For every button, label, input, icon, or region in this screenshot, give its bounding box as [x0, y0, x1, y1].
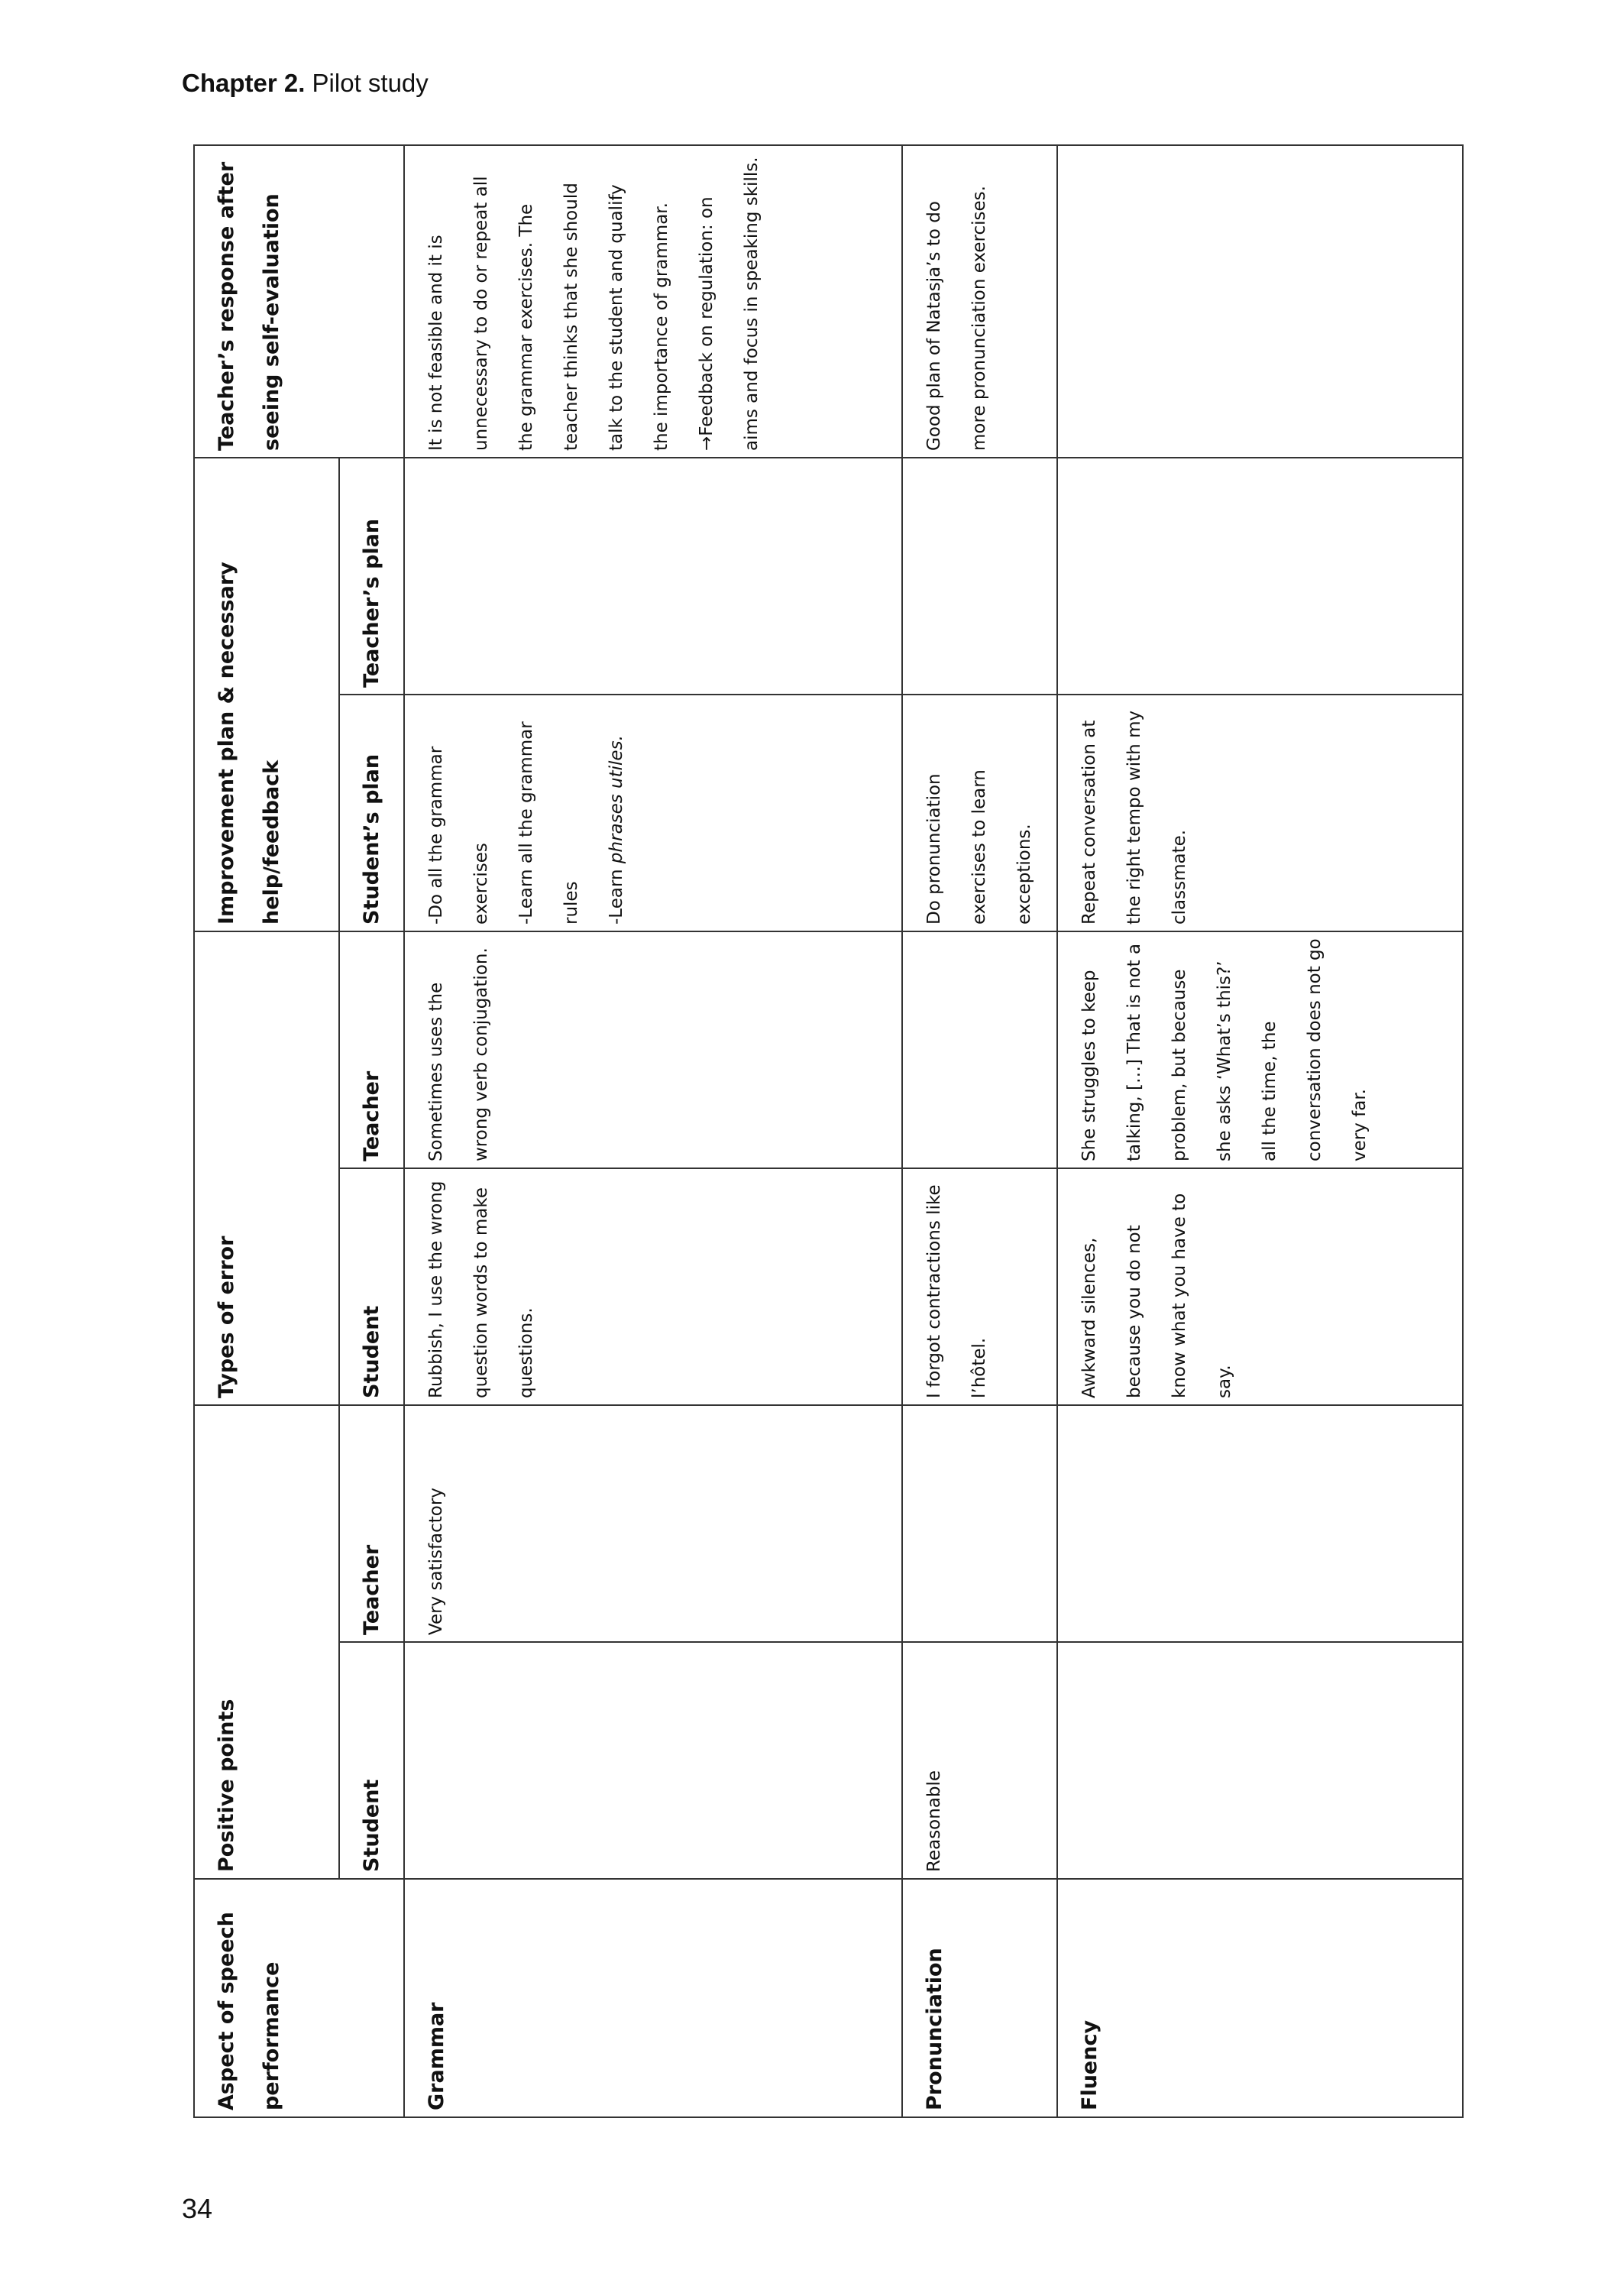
grammar-student-plan — [404, 695, 902, 931]
fluency-error-student: Awkward silences, because you do not know what you have to say. — [1057, 1168, 1463, 1405]
header-types-of-error: Types of error — [194, 931, 339, 1405]
pronunciation-error-teacher — [902, 931, 1057, 1168]
pronunciation-positive-student: Reasonable — [902, 1642, 1057, 1879]
chapter-header — [182, 69, 429, 98]
row-aspect-fluency: Fluency — [1057, 1879, 1463, 2117]
grammar-teacher-plan — [404, 458, 902, 695]
grammar-plan-line-3-text: -Learn — [607, 863, 626, 925]
header-aspect: Aspect of speech performance — [194, 1879, 404, 2117]
grammar-teacher-response — [404, 145, 902, 458]
grammar-plan-line-2: -Learn all the grammar rules — [516, 721, 581, 925]
table-row-fluency — [1057, 145, 1463, 2117]
subheader-student-plan: Student’s plan — [339, 695, 404, 931]
grammar-plan-line-1: -Do all the grammar exercises — [426, 746, 491, 925]
subheader-positive-teacher: Teacher — [339, 1405, 404, 1642]
fluency-positive-student — [1057, 1642, 1463, 1879]
fluency-student-plan: Repeat conversation at the right tempo with my classmate. — [1057, 695, 1463, 931]
grammar-positive-teacher: Very satisfactory — [404, 1405, 902, 1642]
table-row-grammar — [404, 145, 902, 2117]
header-positive-points: Positive points — [194, 1405, 339, 1879]
grammar-plan-line-3 — [594, 701, 639, 925]
fluency-teacher-response — [1057, 145, 1463, 458]
pronunciation-student-plan: Do pronunciation exercises to learn exceptions. — [902, 695, 1057, 931]
row-aspect-grammar: Grammar — [404, 1879, 902, 2117]
subheader-error-student: Student — [339, 1168, 404, 1405]
grammar-response-text: It is not feasible and it is unnecessary to do or repeat all the grammar exercises. The teacher thinks that she should talk to the student and qualify the importance of grammar. — [426, 176, 671, 451]
fluency-error-teacher: She struggles to keep talking, […] That is not a problem, but because she asks ‘What’s this?’ all the time, the conversation does not go very far. — [1057, 931, 1463, 1168]
page-number: 34 — [182, 2193, 213, 2224]
grammar-error-teacher: Sometimes uses the wrong verb conjugation. — [404, 931, 902, 1168]
pronunciation-teacher-response: Good plan of Natasja’s to do more pronunciation exercises. — [902, 145, 1057, 458]
pronunciation-error-student: I forgot contractions like l’hôtel. — [902, 1168, 1057, 1405]
chapter-label: Chapter 2. — [182, 69, 306, 97]
grammar-plan-italic-phrase: phrases utiles. — [607, 735, 626, 864]
grammar-error-student: Rubbish, I use the wrong question words to make questions. — [404, 1168, 902, 1405]
header-teacher-response: Teacher’s response after seeing self-evaluation — [194, 145, 404, 458]
table-row-pronunciation — [902, 145, 1057, 2117]
pronunciation-teacher-plan — [902, 458, 1057, 695]
grammar-positive-student — [404, 1642, 902, 1879]
grammar-response-note: →Feedback on regulation: on aims and focus in speaking skills. — [697, 157, 762, 451]
subheader-teacher-plan: Teacher’s plan — [339, 458, 404, 695]
chapter-title: Pilot study — [312, 69, 429, 97]
rotated-table-container — [193, 146, 1396, 2118]
subheader-positive-student: Student — [339, 1642, 404, 1879]
subheader-error-teacher: Teacher — [339, 931, 404, 1168]
pronunciation-positive-teacher — [902, 1405, 1057, 1642]
row-aspect-pronunciation: Pronunciation — [902, 1879, 1057, 2117]
header-improvement-plan: Improvement plan & necessary help/feedback — [194, 458, 339, 931]
evaluation-table — [193, 144, 1464, 2118]
fluency-positive-teacher — [1057, 1405, 1463, 1642]
fluency-teacher-plan — [1057, 458, 1463, 695]
